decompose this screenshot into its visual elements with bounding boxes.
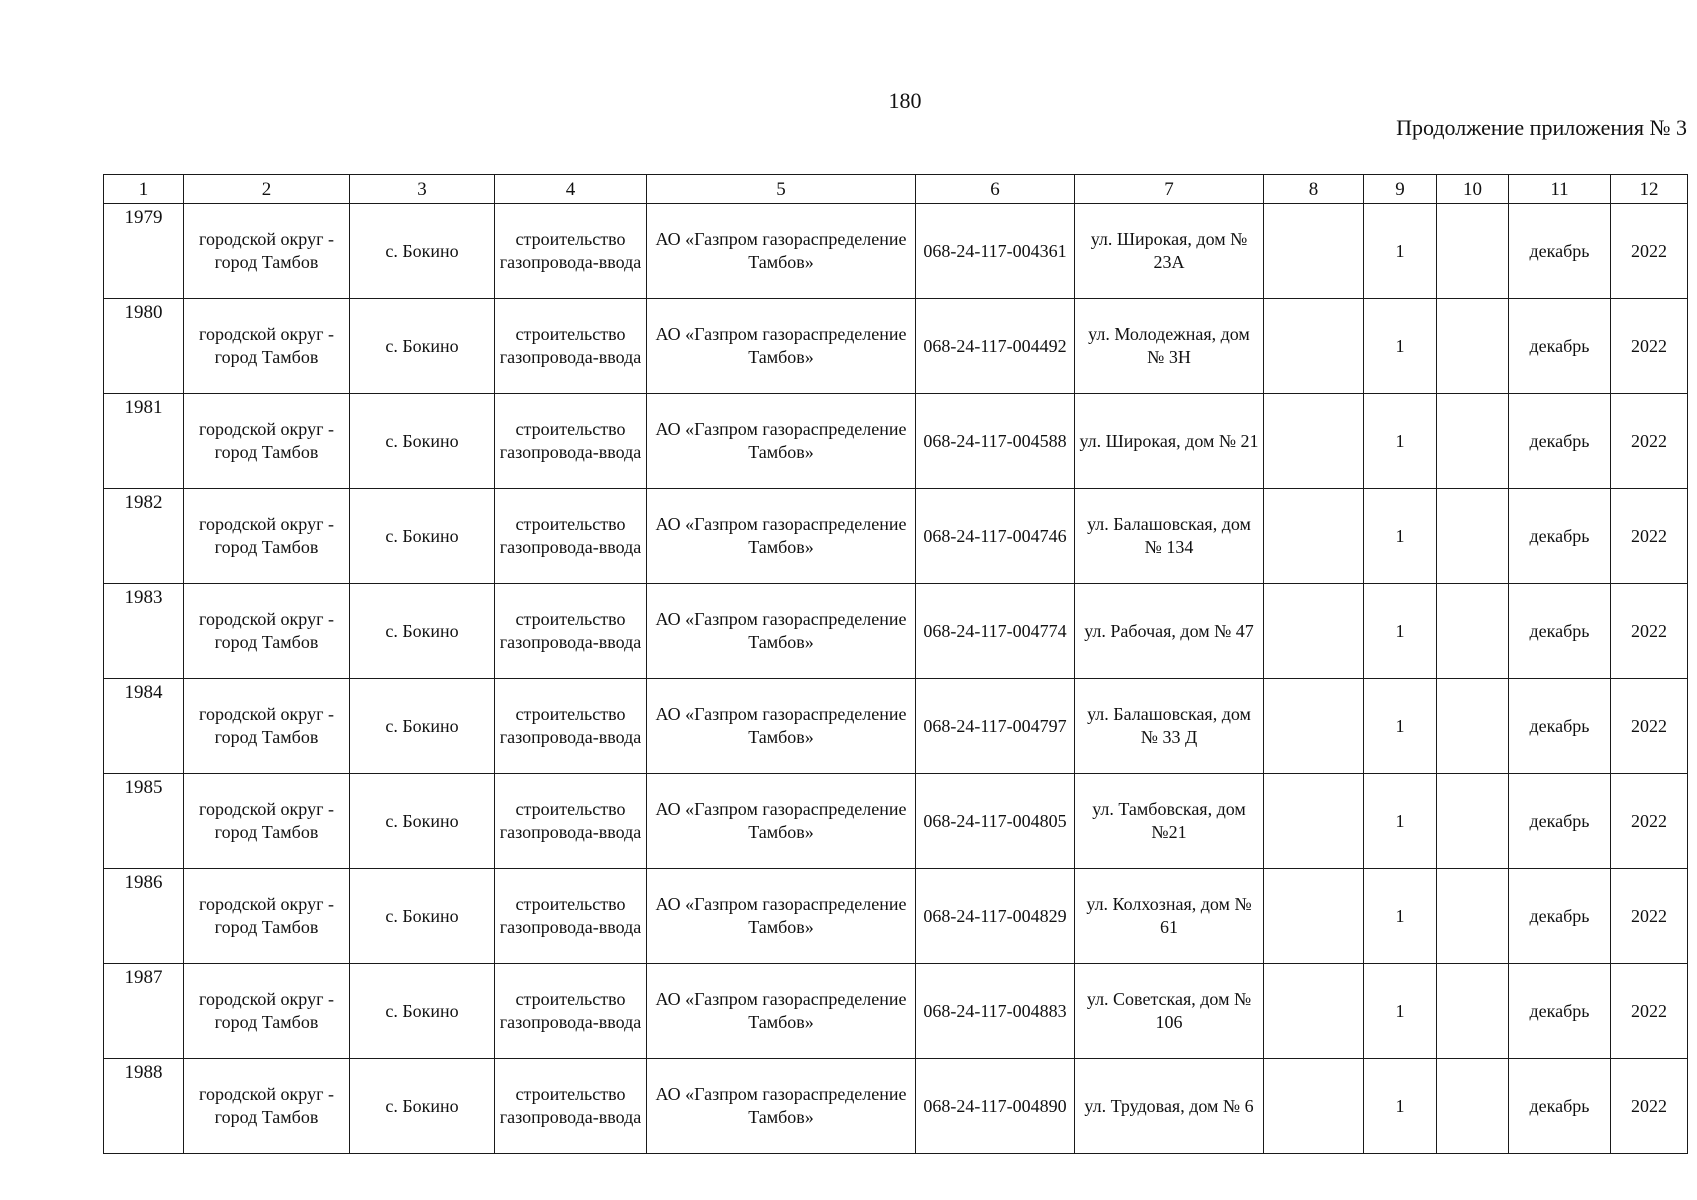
cell-month: декабрь [1509, 489, 1611, 584]
cell-year: 2022 [1611, 489, 1688, 584]
cell-municipality: городской округ - город Тамбов [184, 299, 350, 394]
table-row [104, 679, 1688, 774]
cell-object-code: 068-24-117-004805 [916, 774, 1075, 869]
column-header-8: 8 [1264, 175, 1364, 204]
table-row [104, 299, 1688, 394]
cell-municipality: городской округ - город Тамбов [184, 964, 350, 1059]
cell-col-10 [1437, 1059, 1509, 1154]
cell-row-number: 1983 [104, 584, 184, 679]
cell-organization: АО «Газпром газораспределение Тамбов» [647, 394, 916, 489]
cell-month: декабрь [1509, 964, 1611, 1059]
cell-address: ул. Широкая, дом № 21 [1075, 394, 1264, 489]
cell-quantity: 1 [1364, 964, 1437, 1059]
table-row [104, 869, 1688, 964]
cell-organization: АО «Газпром газораспределение Тамбов» [647, 869, 916, 964]
cell-organization: АО «Газпром газораспределение Тамбов» [647, 964, 916, 1059]
cell-month: декабрь [1509, 584, 1611, 679]
table-row [104, 489, 1688, 584]
cell-settlement: с. Бокино [350, 299, 495, 394]
cell-object-code: 068-24-117-004797 [916, 679, 1075, 774]
column-header-11: 11 [1509, 175, 1611, 204]
cell-object-code: 068-24-117-004774 [916, 584, 1075, 679]
cell-organization: АО «Газпром газораспределение Тамбов» [647, 204, 916, 299]
cell-work-type: строительство газопровода-ввода [495, 584, 647, 679]
cell-work-type: строительство газопровода-ввода [495, 489, 647, 584]
cell-row-number: 1982 [104, 489, 184, 584]
cell-col-10 [1437, 489, 1509, 584]
cell-row-number: 1988 [104, 1059, 184, 1154]
cell-year: 2022 [1611, 394, 1688, 489]
column-header-9: 9 [1364, 175, 1437, 204]
cell-col-10 [1437, 204, 1509, 299]
cell-organization: АО «Газпром газораспределение Тамбов» [647, 299, 916, 394]
cell-quantity: 1 [1364, 869, 1437, 964]
cell-municipality: городской округ - город Тамбов [184, 204, 350, 299]
cell-municipality: городской округ - город Тамбов [184, 1059, 350, 1154]
cell-col-8 [1264, 299, 1364, 394]
cell-row-number: 1987 [104, 964, 184, 1059]
cell-settlement: с. Бокино [350, 774, 495, 869]
table-header [104, 175, 1688, 204]
cell-col-8 [1264, 869, 1364, 964]
cell-object-code: 068-24-117-004829 [916, 869, 1075, 964]
cell-municipality: городской округ - город Тамбов [184, 489, 350, 584]
cell-year: 2022 [1611, 964, 1688, 1059]
cell-row-number: 1986 [104, 869, 184, 964]
cell-object-code: 068-24-117-004492 [916, 299, 1075, 394]
cell-month: декабрь [1509, 869, 1611, 964]
cell-col-8 [1264, 774, 1364, 869]
cell-municipality: городской округ - город Тамбов [184, 679, 350, 774]
cell-work-type: строительство газопровода-ввода [495, 204, 647, 299]
cell-quantity: 1 [1364, 489, 1437, 584]
cell-organization: АО «Газпром газораспределение Тамбов» [647, 1059, 916, 1154]
cell-quantity: 1 [1364, 299, 1437, 394]
cell-object-code: 068-24-117-004588 [916, 394, 1075, 489]
cell-quantity: 1 [1364, 774, 1437, 869]
cell-work-type: строительство газопровода-ввода [495, 869, 647, 964]
cell-organization: АО «Газпром газораспределение Тамбов» [647, 584, 916, 679]
cell-quantity: 1 [1364, 204, 1437, 299]
cell-row-number: 1981 [104, 394, 184, 489]
table-row [104, 1059, 1688, 1154]
cell-object-code: 068-24-117-004883 [916, 964, 1075, 1059]
cell-col-10 [1437, 394, 1509, 489]
cell-col-8 [1264, 964, 1364, 1059]
cell-quantity: 1 [1364, 584, 1437, 679]
cell-address: ул. Колхозная, дом № 61 [1075, 869, 1264, 964]
cell-row-number: 1979 [104, 204, 184, 299]
cell-quantity: 1 [1364, 1059, 1437, 1154]
cell-year: 2022 [1611, 774, 1688, 869]
column-header-3: 3 [350, 175, 495, 204]
cell-organization: АО «Газпром газораспределение Тамбов» [647, 774, 916, 869]
cell-year: 2022 [1611, 1059, 1688, 1154]
cell-address: ул. Молодежная, дом № 3Н [1075, 299, 1264, 394]
column-header-1: 1 [104, 175, 184, 204]
cell-settlement: с. Бокино [350, 1059, 495, 1154]
column-header-7: 7 [1075, 175, 1264, 204]
cell-municipality: городской округ - город Тамбов [184, 774, 350, 869]
column-header-6: 6 [916, 175, 1075, 204]
cell-col-10 [1437, 299, 1509, 394]
cell-work-type: строительство газопровода-ввода [495, 679, 647, 774]
cell-month: декабрь [1509, 774, 1611, 869]
column-header-2: 2 [184, 175, 350, 204]
cell-municipality: городской округ - город Тамбов [184, 584, 350, 679]
cell-settlement: с. Бокино [350, 869, 495, 964]
table-row [104, 584, 1688, 679]
cell-col-8 [1264, 394, 1364, 489]
cell-year: 2022 [1611, 584, 1688, 679]
cell-col-10 [1437, 584, 1509, 679]
cell-month: декабрь [1509, 204, 1611, 299]
cell-month: декабрь [1509, 299, 1611, 394]
cell-col-8 [1264, 204, 1364, 299]
column-header-10: 10 [1437, 175, 1509, 204]
column-header-12: 12 [1611, 175, 1688, 204]
cell-month: декабрь [1509, 394, 1611, 489]
cell-work-type: строительство газопровода-ввода [495, 964, 647, 1059]
cell-settlement: с. Бокино [350, 204, 495, 299]
cell-work-type: строительство газопровода-ввода [495, 774, 647, 869]
cell-col-10 [1437, 774, 1509, 869]
cell-year: 2022 [1611, 679, 1688, 774]
table-row [104, 774, 1688, 869]
appendix-continuation-note: Продолжение приложения № 3 [1396, 115, 1687, 140]
page-number: 180 [888, 88, 922, 113]
column-header-4: 4 [495, 175, 647, 204]
cell-settlement: с. Бокино [350, 489, 495, 584]
cell-municipality: городской округ - город Тамбов [184, 394, 350, 489]
cell-year: 2022 [1611, 869, 1688, 964]
cell-address: ул. Тамбовская, дом №21 [1075, 774, 1264, 869]
cell-row-number: 1985 [104, 774, 184, 869]
cell-settlement: с. Бокино [350, 584, 495, 679]
cell-quantity: 1 [1364, 679, 1437, 774]
table-row [104, 204, 1688, 299]
cell-address: ул. Советская, дом № 106 [1075, 964, 1264, 1059]
cell-work-type: строительство газопровода-ввода [495, 1059, 647, 1154]
cell-municipality: городской округ - город Тамбов [184, 869, 350, 964]
cell-object-code: 068-24-117-004890 [916, 1059, 1075, 1154]
cell-address: ул. Широкая, дом № 23А [1075, 204, 1264, 299]
cell-settlement: с. Бокино [350, 964, 495, 1059]
cell-quantity: 1 [1364, 394, 1437, 489]
cell-col-10 [1437, 964, 1509, 1059]
table-row [104, 394, 1688, 489]
cell-month: декабрь [1509, 1059, 1611, 1154]
cell-address: ул. Балашовская, дом № 134 [1075, 489, 1264, 584]
header-row [104, 175, 1688, 204]
cell-row-number: 1984 [104, 679, 184, 774]
cell-col-8 [1264, 1059, 1364, 1154]
table-body [104, 204, 1688, 1154]
cell-month: декабрь [1509, 679, 1611, 774]
cell-organization: АО «Газпром газораспределение Тамбов» [647, 489, 916, 584]
cell-col-10 [1437, 679, 1509, 774]
cell-col-8 [1264, 584, 1364, 679]
cell-work-type: строительство газопровода-ввода [495, 394, 647, 489]
cell-col-8 [1264, 679, 1364, 774]
cell-settlement: с. Бокино [350, 394, 495, 489]
cell-col-10 [1437, 869, 1509, 964]
cell-address: ул. Трудовая, дом № 6 [1075, 1059, 1264, 1154]
cell-address: ул. Балашовская, дом № 33 Д [1075, 679, 1264, 774]
cell-object-code: 068-24-117-004361 [916, 204, 1075, 299]
cell-object-code: 068-24-117-004746 [916, 489, 1075, 584]
cell-row-number: 1980 [104, 299, 184, 394]
cell-work-type: строительство газопровода-ввода [495, 299, 647, 394]
cell-year: 2022 [1611, 204, 1688, 299]
cell-address: ул. Рабочая, дом № 47 [1075, 584, 1264, 679]
table-row [104, 964, 1688, 1059]
cell-settlement: с. Бокино [350, 679, 495, 774]
registry-table [103, 174, 1688, 1154]
column-header-5: 5 [647, 175, 916, 204]
cell-col-8 [1264, 489, 1364, 584]
cell-year: 2022 [1611, 299, 1688, 394]
cell-organization: АО «Газпром газораспределение Тамбов» [647, 679, 916, 774]
